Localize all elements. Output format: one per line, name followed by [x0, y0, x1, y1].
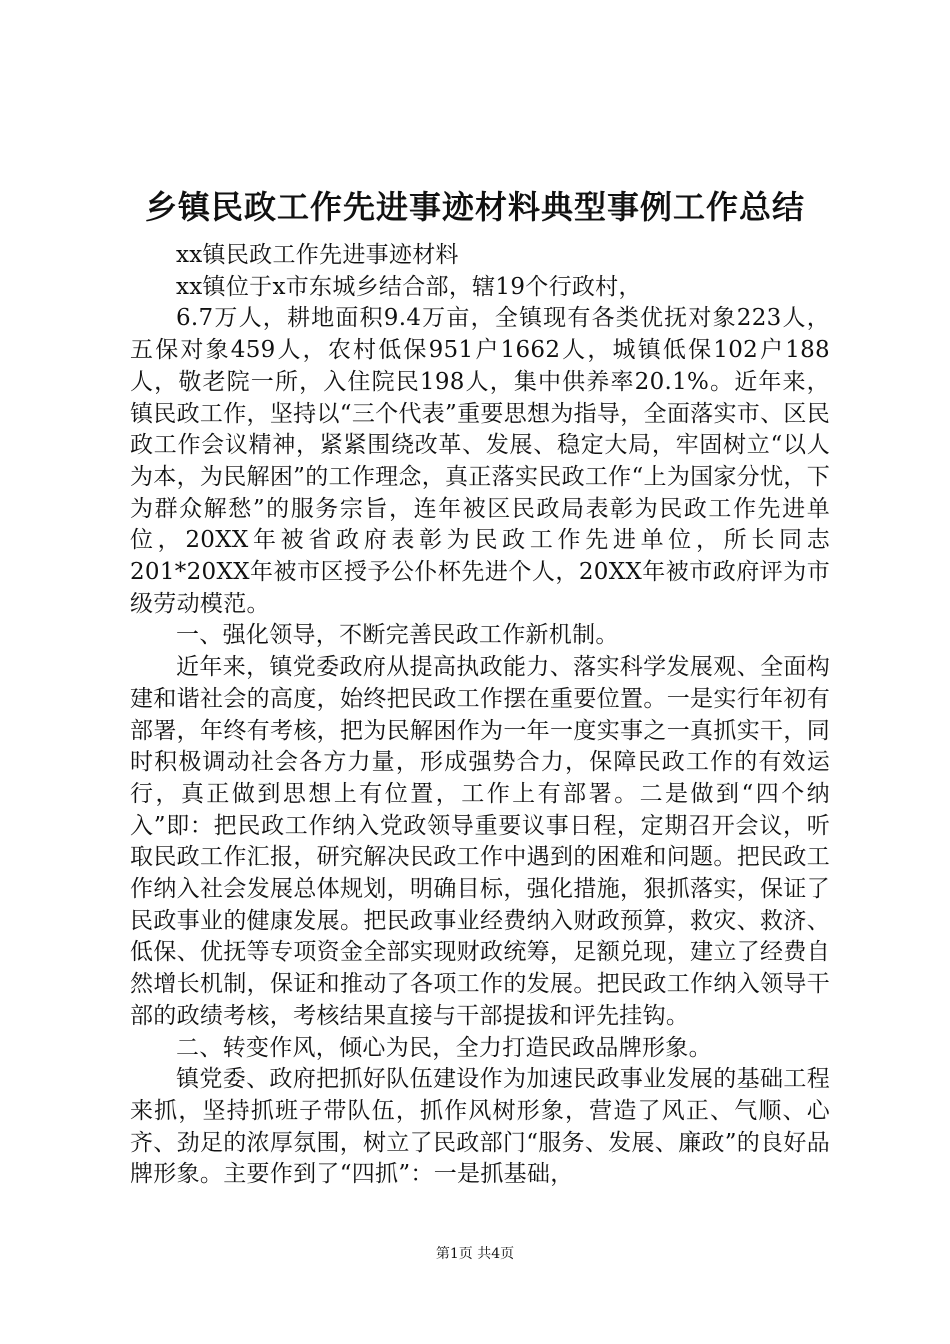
page-number-footer: 第1页 共4页	[435, 1246, 515, 1262]
paragraph-intro: xx镇位于x市东城乡结合部，辖19个行政村，	[176, 273, 642, 300]
section-heading-1: 一、强化领导，不断完善民政工作新机制。	[176, 622, 619, 649]
paragraph-overview: 6.7万人，耕地面积9.4万亩，全镇现有各类优抚对象223人，五保对象459人，农村低保951户1662人，城镇低保102户188人，敬老院一所，入住院民198人，集中供养率20.1%。近年来，镇民政工作，坚持以“三个代表”重要思想为指导，全面落实市、区民政工作会议精神，紧紧围绕改革、发展、稳定大局，牢固树立“以人为本，为民解困”的工作理念，真正落实民政工作“上为国家分忧，下为群众解愁”的服务宗旨，连年被区民政局表彰为民政工作先进单位，20XX年被省政府表彰为民政工作先进单位，所长同志201*20XX年被市区授予公仆杯先进个人，20XX年被市政府评为市级劳动模范。	[130, 305, 830, 617]
paragraph-subtitle: xx镇民政工作先进事迹材料	[176, 242, 459, 268]
section-heading-2: 二、转变作风，倾心为民，全力打造民政品牌形象。	[176, 1034, 712, 1061]
paragraph-section-1: 近年来，镇党委政府从提高执政能力、落实科学发展观、全面构建和谐社会的高度，始终把民政工作摆在重要位置。一是实行年初有部署，年终有考核，把为民解困作为一年一度实事之一真抓实干，同时积极调动社会各方力量，形成强势合力，保障民政工作的有效运行，真正做到思想上有位置，工作上有部署。二是做到“四个纳入”即：把民政工作纳入党政领导重要议事日程，定期召开会议，听取民政工作汇报，研究解决民政工作中遇到的困难和问题。把民政工作纳入社会发展总体规划，明确目标，强化措施，狠抓落实，保证了民政事业的健康发展。把民政事业经费纳入财政预算，救灾、救济、低保、优抚等专项资金全部实现财政统筹，足额兑现，建立了经费自然增长机制，保证和推动了各项工作的发展。把民政工作纳入领导干部的政绩考核，考核结果直接与干部提拔和评先挂钩。	[130, 654, 830, 1029]
document-title: 乡镇民政工作先进事迹材料典型事例工作总结	[144, 188, 805, 226]
document-body	[130, 240, 830, 1191]
paragraph-section-2: 镇党委、政府把抓好队伍建设作为加速民政事业发展的基础工程来抓，坚持抓班子带队伍，抓作风树形象，营造了风正、气顺、心齐、劲足的浓厚氛围，树立了民政部门“服务、发展、廉政”的良好品牌形象。主要作到了“四抓”：一是抓基础，	[130, 1066, 830, 1188]
